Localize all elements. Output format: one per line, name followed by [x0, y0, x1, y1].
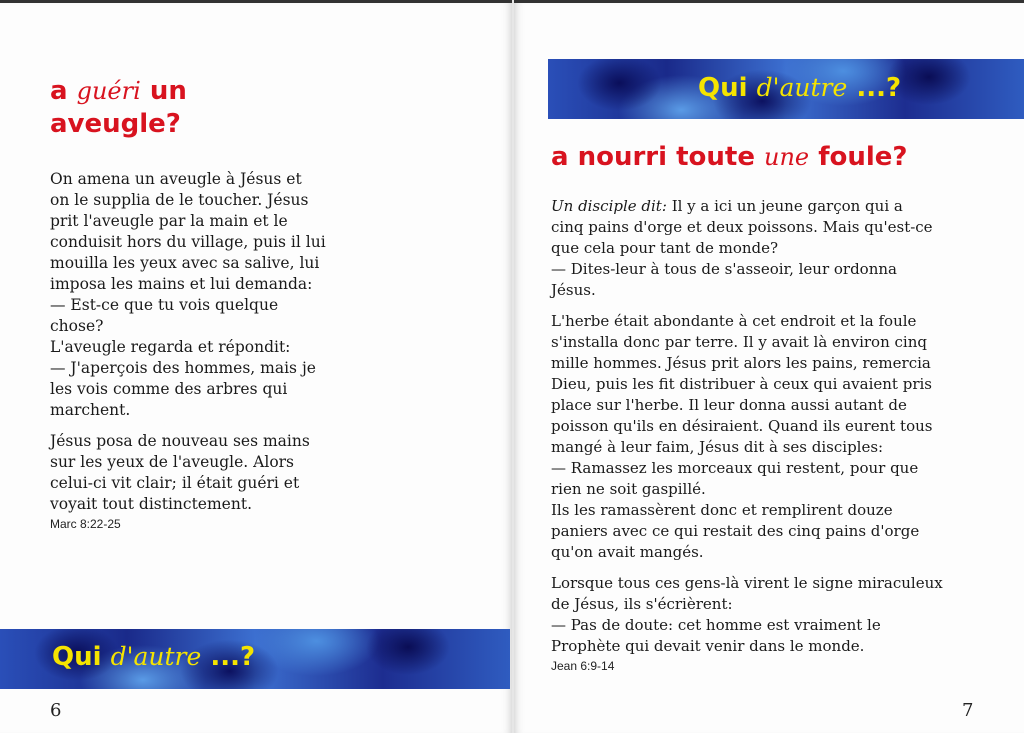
text-line: de Jésus, ils s'écrièrent: [551, 595, 733, 613]
text-line: place sur l'herbe. Il leur donna aussi autant de [551, 396, 907, 414]
qui-dautre-banner [548, 59, 1024, 119]
banner-label [698, 73, 901, 103]
banner-text: Qui [52, 642, 111, 672]
paragraph-2 [551, 311, 991, 563]
text-line: marchent. [50, 401, 131, 419]
text-line: poisson qu'ils en désiraient. Quand ils eurent tous [551, 417, 933, 435]
bible-reference: Marc 8:22-25 [50, 517, 121, 531]
text-line: prit l'aveugle par la main et le [50, 212, 288, 230]
page-number: 7 [962, 700, 974, 721]
banner-text: Qui [698, 73, 757, 103]
banner-text: ...? [847, 73, 902, 103]
banner-handwritten-word: d'autre [756, 73, 848, 102]
banner-handwritten-word: d'autre [110, 642, 202, 671]
left-page-title [50, 75, 187, 141]
title-text: a nourri toute [551, 142, 765, 172]
text-line: chose? [50, 317, 104, 335]
text-line: Prophète qui devait venir dans le monde. [551, 637, 865, 655]
text-line: L'aveugle regarda et répondit: [50, 338, 291, 356]
text-line: mille hommes. Jésus prit alors les pains, remercia [551, 354, 931, 372]
title-text: aveugle? [50, 109, 181, 139]
speaker-intro: Un disciple dit: [551, 197, 667, 215]
paragraph-3 [551, 573, 991, 657]
text-line: — Pas de doute: cet homme est vraiment le [551, 616, 881, 634]
text-line: mangé à leur faim, Jésus dit à ses disciples: [551, 438, 884, 456]
paragraph-1 [551, 196, 991, 301]
text-line: — Dites-leur à tous de s'asseoir, leur ordonna [551, 260, 897, 278]
text-line: Ils les ramassèrent donc et remplirent douze [551, 501, 893, 519]
text-line: conduisit hors du village, puis il lui [50, 233, 326, 251]
text-line: s'installa donc par terre. Il y avait là environ cinq [551, 333, 927, 351]
text-line: voyait tout distinctement. [50, 495, 252, 513]
title-handwritten-word: une [764, 143, 810, 171]
paragraph-2 [50, 431, 350, 515]
text-line: que cela pour tant de monde? [551, 239, 779, 257]
text-line: les vois comme des arbres qui [50, 380, 288, 398]
title-text: un [140, 76, 187, 106]
bible-reference: Jean 6:9-14 [551, 659, 615, 673]
left-page-body [50, 169, 350, 533]
text-line: On amena un aveugle à Jésus et [50, 170, 302, 188]
text-line: L'herbe était abondante à cet endroit et la foule [551, 312, 917, 330]
title-text: foule? [809, 142, 908, 172]
text-line: sur les yeux de l'aveugle. Alors [50, 453, 295, 471]
text-line: — J'aperçois des hommes, mais je [50, 359, 316, 377]
text-line: Dieu, puis les fit distribuer à ceux qui avaient pris [551, 375, 932, 393]
banner-text: ...? [201, 642, 256, 672]
text-line: Lorsque tous ces gens-là virent le signe miraculeux [551, 574, 943, 592]
banner-label [52, 642, 255, 672]
text-line: paniers avec ce qui restait des cinq pains d'orge [551, 522, 920, 540]
text-line: Jésus. [551, 281, 596, 299]
text-line: qu'on avait mangés. [551, 543, 704, 561]
text-line: — Ramassez les morceaux qui restent, pour que [551, 459, 919, 477]
text-line: celui-ci vit clair; il était guéri et [50, 474, 300, 492]
right-page-body [551, 196, 991, 675]
text-line: mouilla les yeux avec sa salive, lui [50, 254, 320, 272]
right-page-title [551, 141, 908, 174]
page-number: 6 [50, 700, 62, 721]
right-page [514, 0, 1024, 733]
text-line: — Est-ce que tu vois quelque [50, 296, 279, 314]
text-line: on le supplia de le toucher. Jésus [50, 191, 309, 209]
text-line: rien ne soit gaspillé. [551, 480, 706, 498]
qui-dautre-banner [0, 629, 510, 689]
paragraph-1 [50, 169, 350, 421]
text-line: Il y a ici un jeune garçon qui a [671, 197, 903, 215]
title-handwritten-word: guéri [76, 77, 141, 105]
text-line: Jésus posa de nouveau ses mains [50, 432, 310, 450]
title-text: a [50, 76, 77, 106]
text-line: cinq pains d'orge et deux poissons. Mais qu'est-ce [551, 218, 933, 236]
text-line: imposa les mains et lui demanda: [50, 275, 313, 293]
